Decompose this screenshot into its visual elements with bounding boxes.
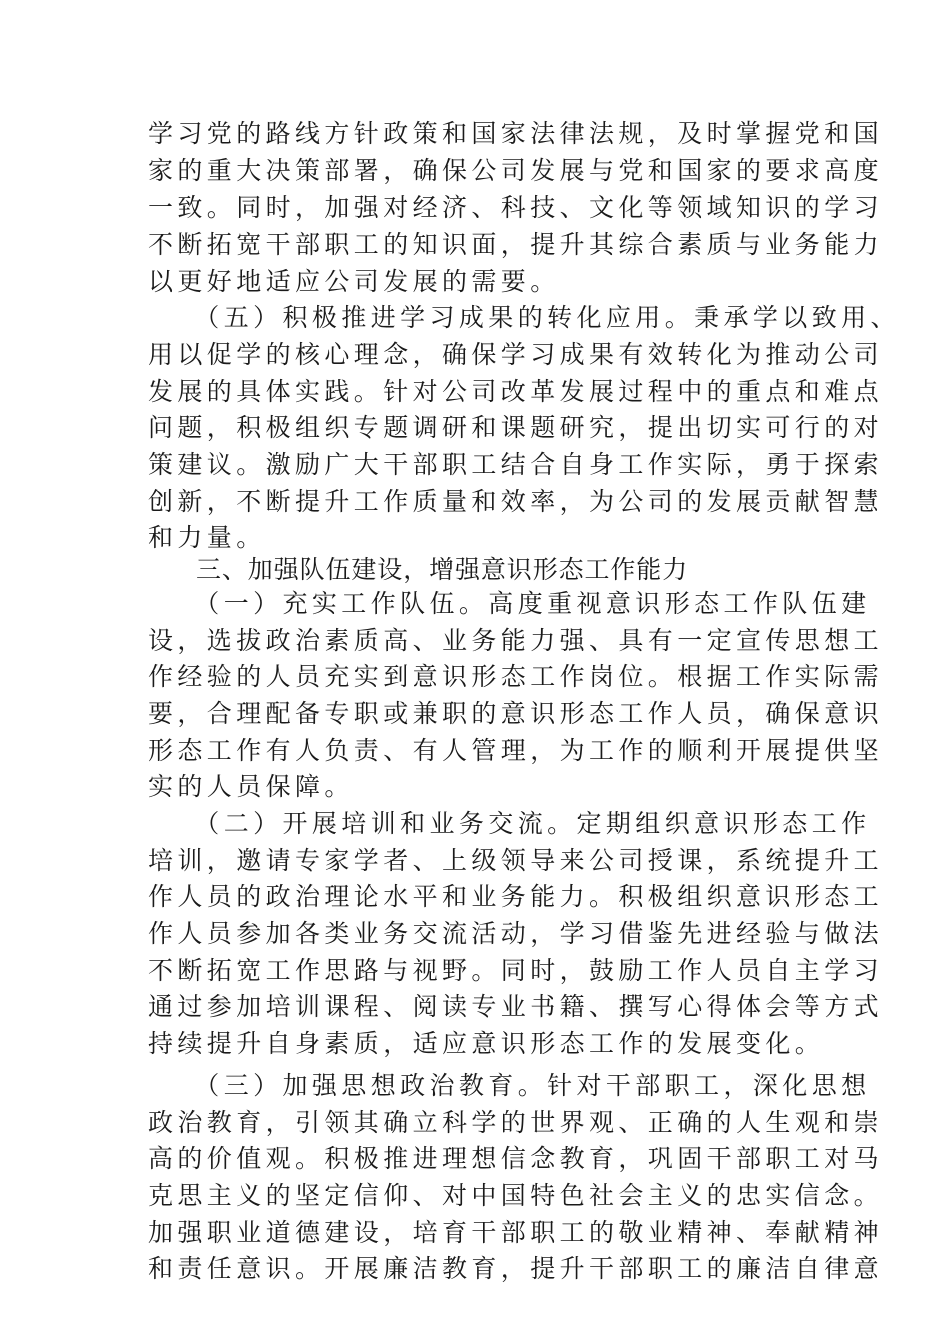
text-line: 不断拓宽工作思路与视野。同时，鼓励工作人员自主学习 (148, 956, 884, 985)
text-line: 创新，不断提升工作质量和效率，为公司的发展贡献智慧 (148, 487, 884, 516)
text-line: 和力量。 (148, 523, 266, 552)
text-line: 实的人员保障。 (148, 772, 354, 801)
text-line: 学习党的路线方针政策和国家法律法规，及时掌握党和国 (148, 119, 884, 148)
text-line: 一致。同时，加强对经济、科技、文化等领域知识的学习 (148, 193, 884, 222)
text-line: 加强职业道德建设，培育干部职工的敬业精神、奉献精神 (148, 1218, 884, 1247)
text-line: 通过参加培训课程、阅读专业书籍、撰写心得体会等方式 (148, 992, 884, 1021)
text-line: 政治教育，引领其确立科学的世界观、正确的人生观和崇 (148, 1108, 884, 1137)
text-line: 不断拓宽干部职工的知识面，提升其综合素质与业务能力 (148, 230, 884, 259)
text-line: 和责任意识。开展廉洁教育，提升干部职工的廉洁自律意 (148, 1254, 884, 1283)
text-line: 问题，积极组织专题调研和课题研究，提出切实可行的对 (148, 413, 884, 442)
text-line: 以更好地适应公司发展的需要。 (148, 267, 560, 296)
text-line: 策建议。激励广大干部职工结合自身工作实际，勇于探索 (148, 450, 884, 479)
text-line: 作人员的政治理论水平和业务能力。积极组织意识形态工 (148, 882, 884, 911)
text-line: 家的重大决策部署，确保公司发展与党和国家的要求高度 (148, 156, 884, 185)
text-line: （一）充实工作队伍。高度重视意识形态工作队伍建 (148, 589, 871, 618)
text-line: 形态工作有人负责、有人管理，为工作的顺利开展提供坚 (148, 736, 884, 765)
text-line: 高的价值观。积极推进理想信念教育，巩固干部职工对马 (148, 1144, 884, 1173)
section-heading: 三、加强队伍建设，增强意识形态工作能力 (196, 555, 689, 584)
text-line: 作人员参加各类业务交流活动，学习借鉴先进经验与做法 (148, 919, 884, 948)
text-line: 发展的具体实践。针对公司改革发展过程中的重点和难点 (148, 377, 884, 406)
text-line: （五）积极推进学习成果的转化应用。秉承学以致用、 (148, 303, 900, 332)
text-line: 持续提升自身素质，适应意识形态工作的发展变化。 (148, 1029, 825, 1058)
text-line: 培训，邀请专家学者、上级领导来公司授课，系统提升工 (148, 846, 884, 875)
text-line: 作经验的人员充实到意识形态工作岗位。根据工作实际需 (148, 662, 884, 691)
text-line: 要，合理配备专职或兼职的意识形态工作人员，确保意识 (148, 699, 884, 728)
text-line: （三）加强思想政治教育。针对干部职工，深化思想 (148, 1071, 871, 1100)
text-line: 用以促学的核心理念，确保学习成果有效转化为推动公司 (148, 340, 884, 369)
text-line: 设，选拔政治素质高、业务能力强、具有一定宣传思想工 (148, 626, 884, 655)
text-line: （二）开展培训和业务交流。定期组织意识形态工作 (148, 809, 871, 838)
text-line: 克思主义的坚定信仰、对中国特色社会主义的忠实信念。 (148, 1181, 884, 1210)
